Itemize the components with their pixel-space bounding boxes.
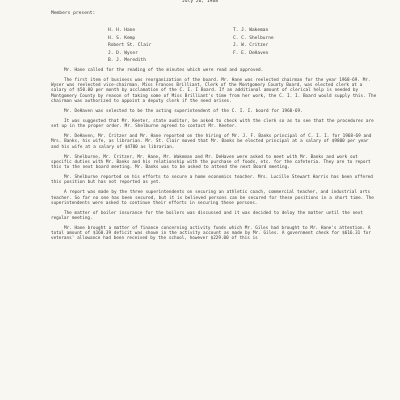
member-name: H. S. Kemp	[108, 35, 136, 41]
minutes-paragraph: Mr. DeHaven was selected to be the acting superintendent of the C. I. I. board for 1968-69.	[64, 108, 303, 114]
minutes-paragraph: A report was made by the three superintendents on securing an athletic coach, commercial teacher, and industrial arts teacher. So far no one has been secured, but it is believed persons can be secured for these positions in a short time. The superintendents were asked to continue their efforts in securing these persons.	[51, 190, 374, 206]
minutes-paragraph: Mr. Hane called for the reading of the minutes which were read and approved.	[64, 68, 264, 73]
meeting-date: July 26, 1968	[182, 0, 218, 4]
member-name: B. J. Meredith	[108, 58, 146, 63]
minutes-paragraph: The matter of boiler insurance for the boilers was discussed and it was decided to delay the matter until the next regular meeting.	[51, 210, 363, 221]
minutes-body	[51, 68, 377, 246]
member-name: F. E. DeHaven	[233, 50, 269, 56]
member-name: T. J. Wakeman	[233, 28, 269, 33]
minutes-paragraph: It was suggested that Mr. Keeter, state auditor, be asked to check with the clerk so as to see that the procedures are set up in the proper order. Mr. Shelburne agreed to contact Mr. Keeter.	[51, 118, 374, 130]
members-present-label: Members present:	[51, 11, 96, 16]
minutes-paragraph: Mr. Hane brought a matter of finance concerning activity funds which Mr. Giles had brought to Mr. Hane's attention. A total amount of $160.39 deficit was shown in the activity account as made by Mr. Giles. A government check for $616.31 for veterans' allowance had been received by the school, however $229.00 of this is	[51, 225, 371, 242]
minutes-paragraph: Mr. Shelburne reported on his efforts to secure a home economics teacher. Mrs. Lucille Stewart Harris has been offered this position but has not reported as yet.	[51, 175, 373, 186]
members-list	[0, 27, 400, 69]
members-right-column	[233, 27, 274, 57]
minutes-paragraph: The first item of business was reorganization of the board. Mr. Hane was reelected chairman for the year 1968-69. Mr. Wyser was reelected vice-chairman. Miss Frances Brilliant, Clerk of the Montgomery County Board, was elected clerk at a salary of $50.00 per month by acclamation of the C. I. I Board. If an additional amount of clerical help is needed by Montgomery County by reason of taking some of Miss Brilliant's time from her work, the C. I. I. Board would supply this. The chairman was authorized to appoint a deputy clerk if the need arises.	[51, 77, 377, 105]
member-name: H. H. Hane	[108, 28, 136, 33]
member-name: J. D. Wyser	[108, 50, 138, 56]
minutes-paragraph: Mr. DeHaven, Mr. Critzer and Mr. Hane reported on the hiring of Mr. J. F. Banks principal of C. I. I. for 1968-69 and Mrs. Banks, his wife, as librarian. Mr. St. Clair moved that Mr. Banks be elected principal at a salary of $9800 per year and his wife at a salary of $4700 as librarian.	[51, 134, 372, 150]
member-name: C. C. Shelburne	[233, 35, 274, 41]
members-left-column	[108, 27, 151, 65]
minutes-paragraph: Mr. Shelburne, Mr. Critzer, Mr. Hane, Mr. Wakeman and Mr. DeHaven were asked to meet with Mr. Banks and work out specific duties with Mr. Banks and his relationship with the purchase of foods, etc. for the cafeteria. They are to report this to the next board meeting. Mr. Banks was to be asked to attend the next Board meeting.	[51, 154, 371, 171]
member-name: J. W. Critzer	[233, 43, 269, 48]
member-name: Robert St. Clair	[108, 43, 152, 48]
